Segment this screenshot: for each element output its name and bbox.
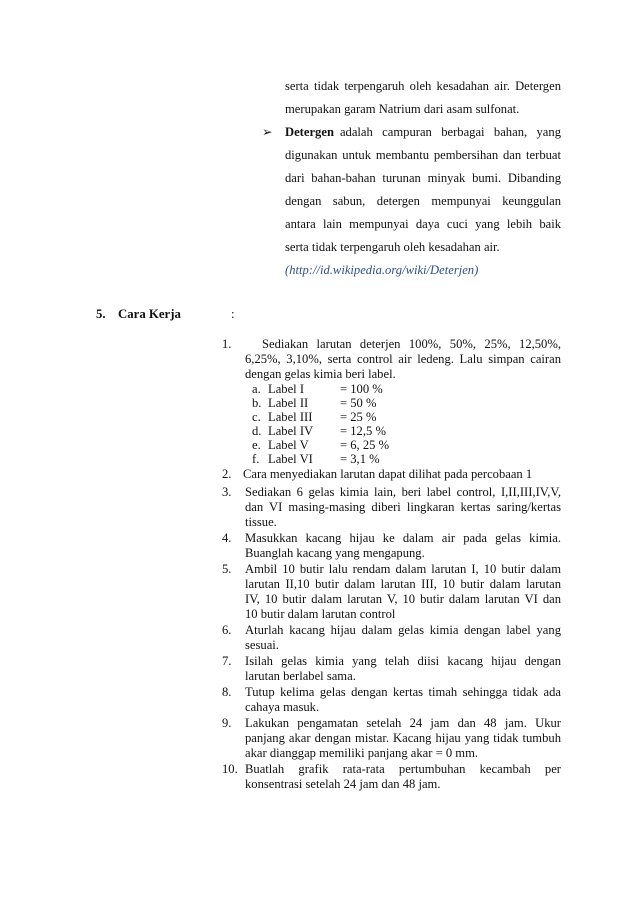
step-number: 8. [222,685,232,699]
step-line: Lakukan pengamatan setelah 24 jam dan 48 jam. Ukur [245,716,561,730]
label-letter: d. [252,424,262,438]
label-value: = 6, 25 % [340,438,390,452]
step-line: dengan gelas kimia beri label. [245,367,396,381]
step-line: larutan II,10 butir dalam larutan III, 10 butir dalam larutan [245,577,561,591]
para2-line-4: antara lain mempunyai daya cuci yang lebih baik [285,217,561,231]
step-number: 1. [222,337,232,351]
step-line: Tutup kelima gelas dengan kertas timah sehingga tidak ada [245,685,561,699]
bullet-arrow-icon: ➢ [262,125,273,139]
step-line: Cara menyediakan larutan dapat dilihat pada percobaan 1 [243,467,533,481]
step-line: 6,25%, 3,10%, serta control air ledeng. Lalu simpan cairan [245,352,561,366]
detergen-term: Detergen [285,125,334,139]
label-name: Label V [268,438,309,452]
source-link[interactable]: (http://id.wikipedia.org/wiki/Deterjen) [285,263,479,277]
step-line: konsentrasi setelah 24 jam dan 48 jam. [245,777,441,791]
label-name: Label III [268,410,313,424]
para2-line-5: serta tidak terpengaruh oleh kesadahan air. [285,240,500,254]
para2-line-1: digunakan untuk membantu pembersihan dan terbuat [285,148,561,162]
detergen-first-line [285,124,561,140]
step-line: 10 butir dalam larutan control [245,607,396,621]
step-number: 4. [222,531,232,545]
label-value: = 3,1 % [340,452,380,466]
step-line: dan VI masing-masing diberi lingkaran kertas saring/kertas [245,500,561,514]
label-letter: e. [252,438,261,452]
label-value: = 25 % [340,410,377,424]
label-name: Label I [268,382,305,396]
para1-line-2: merupakan garam Natrium dari asam sulfonat. [285,102,520,116]
section-colon: : [231,307,235,321]
step-line: larutan berlabel sama. [245,669,356,683]
section-title: Cara Kerja [118,307,181,321]
step-line: panjang akar dengan mistar. Kacang hijau yang tidak tumbuh [245,731,561,745]
step-line: Masukkan kacang hijau ke dalam air pada gelas kimia. [245,531,561,545]
step-number: 2. [222,467,232,481]
detergen-first-line-rest: adalah campuran berbagai bahan, yang [339,125,561,139]
step-line: Sediakan 6 gelas kimia lain, beri label control, I,II,III,IV,V, [245,485,561,499]
step-line: akar dianggap memiliki panjang akar = 0 mm. [245,746,479,760]
step-number: 7. [222,654,232,668]
step-line: IV, 10 butir dalam larutan V, 10 butir dalam larutan VI dan [245,592,561,606]
label-letter: c. [252,410,261,424]
label-letter: f. [252,452,260,466]
para2-line-3: dengan sabun, detergen mempunyai keunggulan [285,194,561,208]
step-line: Sediakan larutan deterjen 100%, 50%, 25%, 12,50%, [262,337,561,351]
label-value: = 100 % [340,382,383,396]
label-name: Label IV [268,424,314,438]
label-letter: b. [252,396,262,410]
label-name: Label VI [268,452,313,466]
step-line: Ambil 10 butir lalu rendam dalam larutan I, 10 butir dalam [245,562,561,576]
step-number: 6. [222,623,232,637]
para1-line-1: serta tidak terpengaruh oleh kesadahan air. Detergen [285,79,561,93]
label-value: = 50 % [340,396,377,410]
step-line: Buatlah grafik rata-rata pertumbuhan kecambah per [245,762,561,776]
step-line: Isilah gelas kimia yang telah diisi kacang hijau dengan [245,654,561,668]
label-name: Label II [268,396,309,410]
step-number: 9. [222,716,232,730]
step-number: 5. [222,562,232,576]
step-line: sesuai. [245,638,279,652]
para2-line-2: dari bahan-bahan turunan minyak bumi. Dibanding [285,171,561,185]
step-line: Aturlah kacang hijau dalam gelas kimia dengan label yang [245,623,561,637]
step-line: Buanglah kacang yang mengapung. [245,546,425,560]
section-number: 5. [96,307,106,321]
step-number: 10. [222,762,238,776]
label-letter: a. [252,382,261,396]
step-line: tissue. [245,515,277,529]
label-value: = 12,5 % [340,424,386,438]
step-line: cahaya masuk. [245,700,320,714]
step-number: 3. [222,485,232,499]
